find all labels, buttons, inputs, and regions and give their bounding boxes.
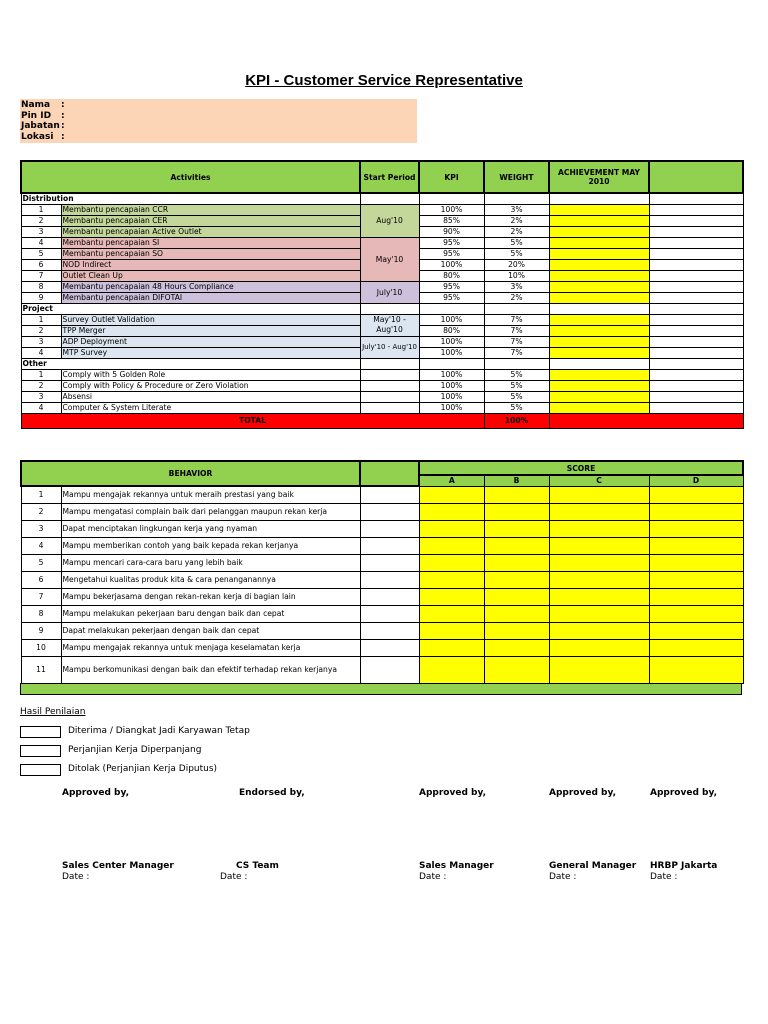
table-row: 3 Absensi 100% 5%: [21, 391, 743, 402]
table-row: 2 Mampu mengatasi complain baik dari pelanggan maupun rekan kerja: [21, 503, 743, 520]
header-activities: Activities: [21, 161, 360, 193]
header-kpi: KPI: [419, 161, 484, 193]
achievement-cell[interactable]: [549, 270, 649, 281]
table-row: 7 Outlet Clean Up 80% 10%: [21, 270, 743, 281]
score-cell[interactable]: [419, 537, 484, 554]
table-row: 4 Membantu pencapaian SI May'10 95% 5%: [21, 237, 743, 248]
table-row: 2 Comply with Policy & Procedure or Zero Violation 100% 5%: [21, 380, 743, 391]
option-ditolak-checkbox[interactable]: [20, 764, 61, 776]
date-label: Date :: [549, 872, 577, 882]
score-cell[interactable]: [484, 537, 549, 554]
section-distribution: Distribution: [21, 193, 360, 204]
hasil-penilaian-title: Hasil Penilaian: [20, 707, 86, 717]
section-other: Other: [21, 358, 360, 369]
achievement-cell[interactable]: [549, 215, 649, 226]
score-cell[interactable]: [649, 554, 743, 571]
score-cell[interactable]: [484, 588, 549, 605]
score-cell[interactable]: [649, 503, 743, 520]
achievement-cell[interactable]: [549, 347, 649, 358]
score-cell[interactable]: [649, 622, 743, 639]
achievement-cell[interactable]: [549, 259, 649, 270]
header-blank: [649, 161, 743, 193]
achievement-cell[interactable]: [549, 248, 649, 259]
score-cell[interactable]: [549, 639, 649, 656]
score-col-a: A: [419, 475, 484, 486]
date-label: Date :: [220, 872, 248, 882]
approved-by-3: Approved by,: [549, 788, 617, 798]
score-cell[interactable]: [419, 588, 484, 605]
table-row: 1 Comply with 5 Golden Role 100% 5%: [21, 369, 743, 380]
behavior-footer-bar: [20, 683, 742, 695]
table-row: 1 Mampu mengajak rekannya untuk meraih prestasi yang baik: [21, 486, 743, 503]
table-row: 1 Survey Outlet Validation May'10 - Aug'10 100% 7%: [21, 314, 743, 325]
date-label: Date :: [419, 872, 447, 882]
achievement-cell[interactable]: [549, 237, 649, 248]
score-cell[interactable]: [649, 537, 743, 554]
period-may10: May'10: [360, 237, 419, 281]
score-cell[interactable]: [649, 605, 743, 622]
role-sales-manager: Sales Manager: [419, 861, 494, 871]
header-weight: WEIGHT: [484, 161, 549, 193]
table-row: 9 Membantu pencapaian DIFOTAI 95% 2%: [21, 292, 743, 303]
table-row: 8 Membantu pencapaian 48 Hours Compliance July'10 95% 3%: [21, 281, 743, 292]
score-cell[interactable]: [484, 486, 549, 503]
total-weight: 100%: [484, 413, 549, 428]
table-row: 2 Membantu pencapaian CER 85% 2%: [21, 215, 743, 226]
info-row-nama: Nama :: [21, 100, 65, 110]
achievement-cell[interactable]: [549, 226, 649, 237]
achievement-cell[interactable]: [549, 204, 649, 215]
score-cell[interactable]: [419, 503, 484, 520]
option-diperpanjang-checkbox[interactable]: [20, 745, 61, 757]
score-cell[interactable]: [549, 605, 649, 622]
score-cell[interactable]: [549, 486, 649, 503]
achievement-cell[interactable]: [549, 380, 649, 391]
info-row-pin: Pin ID :: [21, 111, 65, 121]
score-cell[interactable]: [419, 520, 484, 537]
achievement-cell[interactable]: [549, 402, 649, 413]
score-cell[interactable]: [549, 656, 649, 683]
score-cell[interactable]: [484, 656, 549, 683]
table-row: 2 TPP Merger 80% 7%: [21, 325, 743, 336]
option-diterima-label: Diterima / Diangkat Jadi Karyawan Tetap: [68, 726, 250, 736]
table-row: 3 Dapat menciptakan lingkungan kerja yang nyaman: [21, 520, 743, 537]
score-cell[interactable]: [649, 520, 743, 537]
achievement-cell[interactable]: [549, 391, 649, 402]
behavior-table: [20, 460, 744, 684]
score-cell[interactable]: [549, 520, 649, 537]
score-cell[interactable]: [649, 656, 743, 683]
role-hrbp-jakarta: HRBP Jakarta: [650, 861, 718, 871]
kpi-table: [20, 160, 744, 429]
achievement-cell[interactable]: [549, 369, 649, 380]
score-cell[interactable]: [419, 571, 484, 588]
score-cell[interactable]: [549, 554, 649, 571]
employee-info-box: [20, 99, 417, 143]
score-cell[interactable]: [484, 571, 549, 588]
table-row: 6 Mengetahui kualitas produk kita & cara penanganannya: [21, 571, 743, 588]
header-score: SCORE: [419, 461, 743, 475]
score-cell[interactable]: [419, 605, 484, 622]
role-cs-team: CS Team: [236, 861, 279, 871]
score-col-c: C: [549, 475, 649, 486]
score-cell[interactable]: [649, 571, 743, 588]
score-cell[interactable]: [419, 554, 484, 571]
score-cell[interactable]: [419, 639, 484, 656]
achievement-cell[interactable]: [549, 292, 649, 303]
date-label: Date :: [650, 872, 678, 882]
table-row: 3 Membantu pencapaian Active Outlet 90% 2%: [21, 226, 743, 237]
period-july10: July'10: [360, 281, 419, 303]
table-row: 5 Membantu pencapaian SO 95% 5%: [21, 248, 743, 259]
table-row: 10 Mampu mengajak rekannya untuk menjaga keselamatan kerja: [21, 639, 743, 656]
table-row: 4 Computer & System Literate 100% 5%: [21, 402, 743, 413]
achievement-cell[interactable]: [549, 281, 649, 292]
period-may-aug: May'10 - Aug'10: [360, 314, 419, 336]
total-row: [21, 413, 743, 428]
score-cell[interactable]: [649, 639, 743, 656]
score-cell[interactable]: [649, 588, 743, 605]
header-achievement: ACHIEVEMENT MAY 2010: [549, 161, 649, 193]
section-project: Project: [21, 303, 360, 314]
table-row: 4 MTP Survey 100% 7%: [21, 347, 743, 358]
score-cell[interactable]: [419, 486, 484, 503]
approved-by-4: Approved by,: [650, 788, 718, 798]
info-row-jabatan: Jabatan:: [21, 121, 65, 131]
score-cell[interactable]: [649, 486, 743, 503]
role-general-manager: General Manager: [549, 861, 637, 871]
score-cell[interactable]: [484, 622, 549, 639]
score-cell[interactable]: [419, 622, 484, 639]
period-aug10: Aug'10: [360, 204, 419, 237]
score-cell[interactable]: [549, 537, 649, 554]
score-cell[interactable]: [484, 520, 549, 537]
score-col-b: B: [484, 475, 549, 486]
option-diterima-checkbox[interactable]: [20, 726, 61, 738]
header-behavior: BEHAVIOR: [21, 461, 360, 486]
period-july-aug: July'10 - Aug'10: [360, 336, 419, 358]
score-cell[interactable]: [549, 588, 649, 605]
score-cell[interactable]: [549, 503, 649, 520]
score-cell[interactable]: [549, 622, 649, 639]
score-cell[interactable]: [484, 605, 549, 622]
table-row: 11 Mampu berkomunikasi dengan baik dan efektif terhadap rekan kerjanya: [21, 656, 743, 683]
approved-by-1: Approved by,: [62, 788, 130, 798]
score-cell[interactable]: [484, 554, 549, 571]
role-sales-center-manager: Sales Center Manager: [62, 861, 174, 871]
endorsed-by: Endorsed by,: [239, 788, 305, 798]
table-row: 7 Mampu bekerjasama dengan rekan-rekan kerja di bagian lain: [21, 588, 743, 605]
score-cell[interactable]: [484, 503, 549, 520]
score-cell[interactable]: [549, 571, 649, 588]
score-col-d: D: [649, 475, 743, 486]
table-row: 8 Mampu melakukan pekerjaan baru dengan baik dan cepat: [21, 605, 743, 622]
total-label: TOTAL: [21, 413, 484, 428]
table-row: 4 Mampu memberikan contoh yang baik kepada rekan kerjanya: [21, 537, 743, 554]
table-row: 3 ADP Deployment July'10 - Aug'10 100% 7%: [21, 336, 743, 347]
achievement-cell[interactable]: [549, 325, 649, 336]
page-title: KPI - Customer Service Representative: [245, 72, 523, 89]
table-row: 6 NOD Indirect 100% 20%: [21, 259, 743, 270]
option-diperpanjang-label: Perjanjian Kerja Diperpanjang: [68, 745, 202, 755]
score-cell[interactable]: [419, 656, 484, 683]
table-row: 9 Dapat melakukan pekerjaan dengan baik dan cepat: [21, 622, 743, 639]
achievement-cell[interactable]: [549, 336, 649, 347]
header-start-period: Start Period: [360, 161, 419, 193]
approved-by-2: Approved by,: [419, 788, 487, 798]
info-row-lokasi: Lokasi :: [21, 132, 65, 142]
score-cell[interactable]: [484, 639, 549, 656]
table-row: 5 Mampu mencari cara-cara baru yang lebih baik: [21, 554, 743, 571]
date-label: Date :: [62, 872, 90, 882]
option-ditolak-label: Ditolak (Perjanjian Kerja Diputus): [68, 764, 218, 774]
achievement-cell[interactable]: [549, 314, 649, 325]
table-row: 1 Membantu pencapaian CCR Aug'10 100% 3%: [21, 204, 743, 215]
